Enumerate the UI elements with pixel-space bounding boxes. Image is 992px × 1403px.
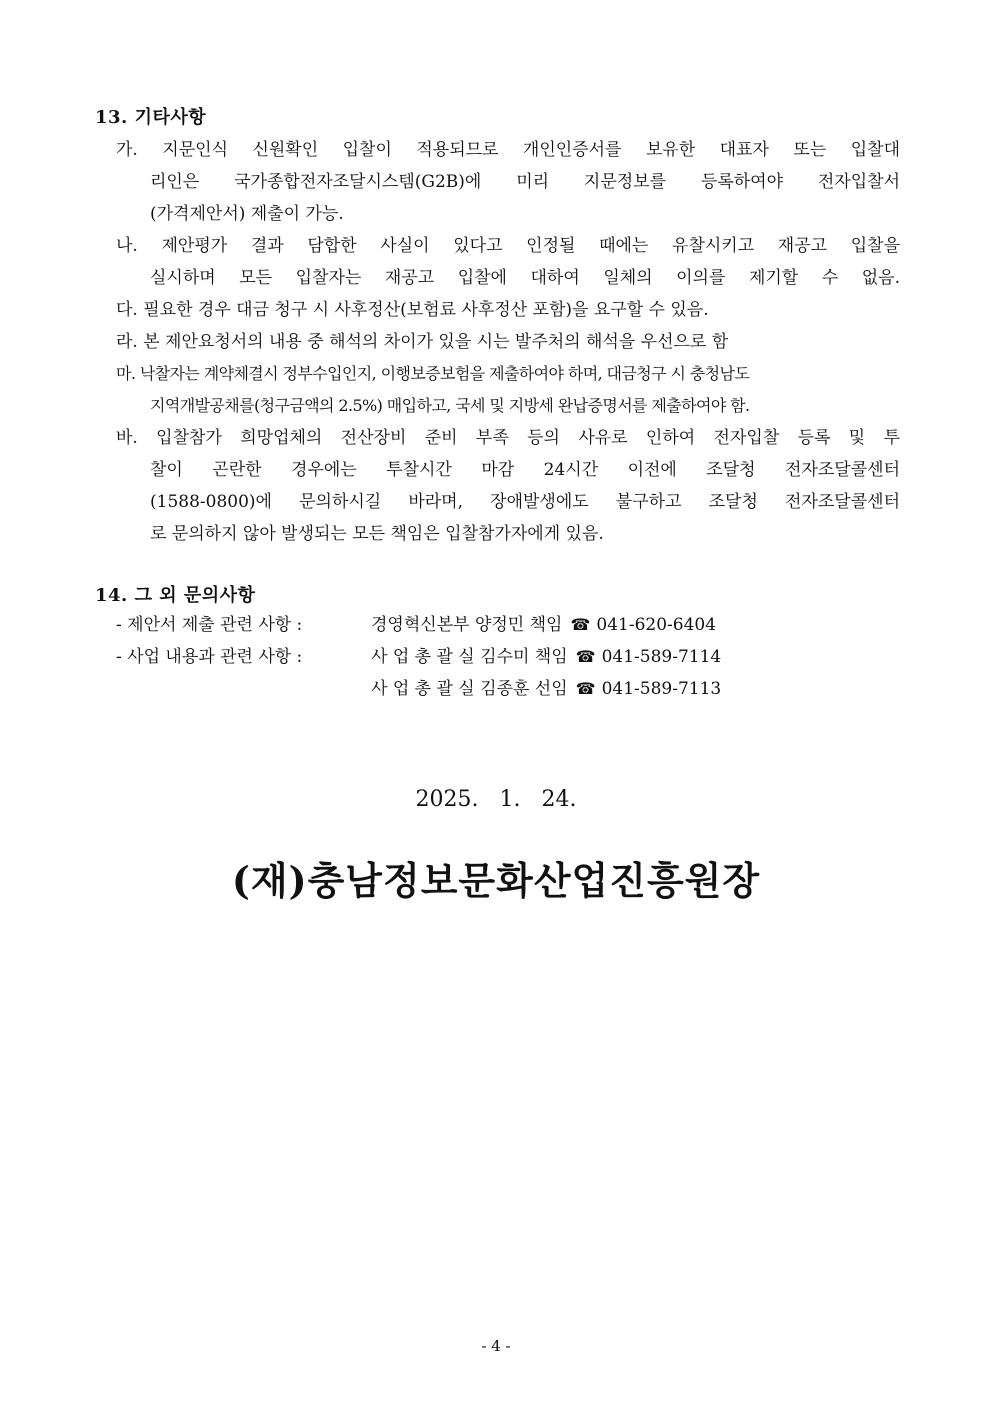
contact-phone: 041-589-7114 bbox=[601, 647, 722, 667]
phone-icon: ☎ bbox=[575, 647, 596, 666]
contact-person: 양정민 책임 bbox=[474, 615, 563, 635]
contact-dept: 경영혁신본부 bbox=[371, 615, 470, 635]
item-line: 마. 낙찰자는 계약체결시 정부수입인지, 이행보증보험을 제출하여야 하며, 대금청구 시 충청남도 bbox=[116, 364, 750, 383]
section-14-title: 14. 그 외 문의사항 bbox=[95, 585, 256, 606]
contact-phone: 041-589-7113 bbox=[601, 679, 722, 699]
item-line: (가격제안서) 제출이 가능. bbox=[150, 204, 344, 224]
phone-icon: ☎ bbox=[570, 615, 591, 634]
section-13-title: 13. 기타사항 bbox=[95, 107, 207, 128]
contact-dept: 사 업 총 괄 실 bbox=[371, 679, 475, 699]
contact-detail bbox=[371, 609, 716, 641]
contact-dept: 사 업 총 괄 실 bbox=[371, 647, 475, 667]
contact-phone: 041-620-6404 bbox=[596, 615, 717, 635]
contact-detail bbox=[371, 673, 721, 705]
item-line: 리인은 국가종합전자조달시스템(G2B)에 미리 지문정보를 등록하여야 전자입찰서 bbox=[150, 172, 900, 192]
contact-label: - 제안서 제출 관련 사항 : bbox=[116, 615, 303, 635]
page-number: - 4 - bbox=[481, 1337, 511, 1355]
item-line: 실시하며 모든 입찰자는 재공고 입찰에 대하여 일체의 이의를 제기할 수 없음. bbox=[150, 268, 900, 288]
item-line: 나. 제안평가 결과 담합한 사실이 있다고 인정될 때에는 유찰시키고 재공고 입찰을 bbox=[116, 236, 900, 256]
contact-row bbox=[116, 641, 302, 673]
item-line: 로 문의하지 않아 발생되는 모든 책임은 입찰참가자에게 있음. bbox=[150, 524, 604, 544]
contact-detail bbox=[371, 641, 721, 673]
item-line: 찰이 곤란한 경우에는 투찰시간 마감 24시간 이전에 조달청 전자조달콜센터 bbox=[150, 460, 900, 480]
contact-person: 김수미 책임 bbox=[480, 647, 568, 667]
item-line: 다. 필요한 경우 대금 청구 시 사후정산(보험료 사후정산 포함)을 요구할 수 있음. bbox=[116, 300, 709, 320]
contact-label: - 사업 내용과 관련 사항 : bbox=[116, 647, 303, 667]
contact-person: 김종훈 선임 bbox=[480, 679, 568, 699]
phone-icon: ☎ bbox=[575, 679, 596, 698]
document-date: 2025. 1. 24. bbox=[415, 787, 577, 812]
item-line: 바. 입찰참가 희망업체의 전산장비 준비 부족 등의 사유로 인하여 전자입찰 등록 및 투 bbox=[116, 428, 900, 448]
item-line: (1588-0800)에 문의하시길 바라며, 장애발생에도 불구하고 조달청 전자조달콜센터 bbox=[150, 492, 900, 512]
item-line: 지역개발공채를(청구금액의 2.5%) 매입하고, 국세 및 지방세 완납증명서를 제출하여야 함. bbox=[150, 396, 750, 415]
item-line: 가. 지문인식 신원확인 입찰이 적용되므로 개인인증서를 보유한 대표자 또는 입찰대 bbox=[116, 140, 900, 160]
item-line: 라. 본 제안요청서의 내용 중 해석의 차이가 있을 시는 발주처의 해석을 우선으로 함 bbox=[116, 332, 729, 352]
issuing-organization: (재)충남정보문화산업진흥원장 bbox=[231, 858, 761, 903]
contact-row bbox=[116, 609, 302, 641]
